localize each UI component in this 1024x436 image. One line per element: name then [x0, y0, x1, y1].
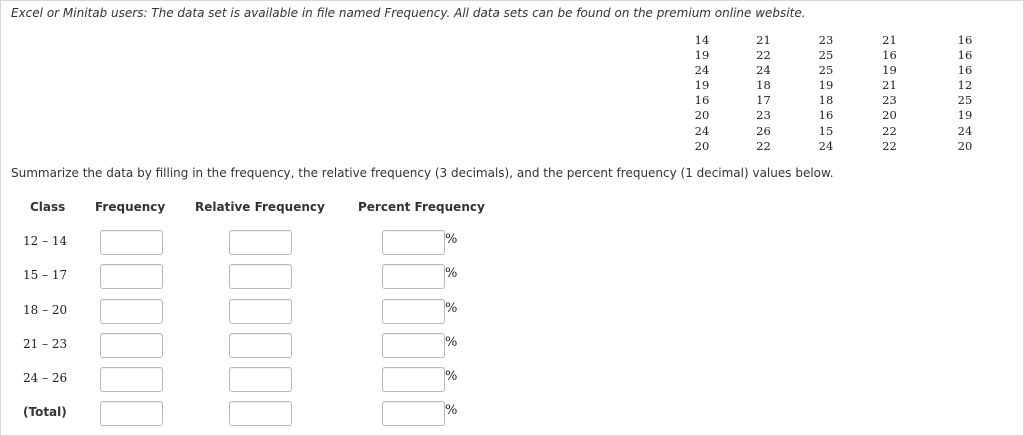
- data-cell: 19: [694, 78, 710, 93]
- data-cell: 12: [957, 78, 973, 93]
- data-cell: 23: [882, 93, 897, 108]
- data-cell: 26: [756, 123, 771, 138]
- data-cell: 21: [882, 78, 897, 93]
- data-row: [671, 78, 1009, 93]
- data-cell: 16: [957, 48, 973, 63]
- class-header: Class: [30, 200, 66, 214]
- data-set-table: [671, 33, 1009, 154]
- data-cell: 20: [694, 138, 710, 153]
- relative-frequency-input[interactable]: [229, 333, 292, 358]
- data-cell: 20: [694, 108, 710, 123]
- data-cell: 23: [818, 33, 834, 47]
- data-cell: 19: [957, 108, 973, 123]
- instructions-text: Summarize the data by filling in the frequency, the relative frequency (3 decimals), and the percent frequency (1 decimal) values below.: [11, 166, 834, 180]
- percent-frequency-input[interactable]: [382, 333, 445, 358]
- percent-frequency-input[interactable]: [382, 230, 445, 255]
- data-cell: 19: [882, 63, 897, 78]
- frequency-header: Frequency: [95, 200, 166, 214]
- data-row: [671, 63, 1009, 78]
- data-row: [671, 108, 1009, 123]
- data-cell: 21: [882, 33, 897, 47]
- data-cell: 25: [818, 63, 834, 78]
- total-label: (Total): [23, 405, 67, 419]
- data-cell: 25: [818, 48, 834, 63]
- data-row: [671, 33, 1009, 48]
- data-cell: 19: [694, 48, 710, 63]
- data-cell: 16: [694, 93, 710, 108]
- relative-frequency-header: Relative Frequency: [195, 200, 325, 214]
- data-row: [671, 48, 1009, 63]
- relative-frequency-input[interactable]: [229, 230, 292, 255]
- data-cell: 24: [694, 123, 710, 138]
- data-cell: 23: [756, 108, 771, 123]
- data-cell: 24: [818, 138, 834, 153]
- total-percent-frequency-input[interactable]: [382, 401, 445, 426]
- percent-sign: %: [445, 266, 458, 281]
- data-cell: 20: [882, 108, 897, 123]
- data-cell: 17: [756, 93, 771, 108]
- data-cell: 18: [818, 93, 834, 108]
- relative-frequency-input[interactable]: [229, 264, 292, 289]
- percent-sign: %: [445, 369, 458, 384]
- percent-frequency-input[interactable]: [382, 299, 445, 324]
- class-label: 15 – 17: [23, 268, 68, 282]
- data-cell: 22: [756, 48, 771, 63]
- data-cell: 19: [818, 78, 834, 93]
- data-row: [671, 139, 1009, 154]
- class-label: 18 – 20: [23, 303, 68, 317]
- relative-frequency-input[interactable]: [229, 367, 292, 392]
- class-row-21-23: [1, 333, 601, 357]
- total-relative-frequency-input[interactable]: [229, 401, 292, 426]
- percent-frequency-header: Percent Frequency: [358, 200, 485, 214]
- data-cell: 25: [957, 93, 973, 108]
- relative-frequency-input[interactable]: [229, 299, 292, 324]
- data-cell: 24: [756, 63, 771, 78]
- data-cell: 18: [756, 78, 771, 93]
- class-row-total: [1, 401, 601, 425]
- frequency-input[interactable]: [100, 299, 163, 324]
- data-row: [671, 124, 1009, 139]
- class-row-24-26: [1, 367, 601, 391]
- data-cell: 16: [957, 63, 973, 78]
- data-cell: 14: [694, 33, 710, 47]
- data-cell: 22: [756, 138, 771, 153]
- percent-sign: %: [445, 232, 458, 247]
- data-cell: 16: [957, 33, 973, 47]
- data-row: [671, 93, 1009, 108]
- frequency-input[interactable]: [100, 230, 163, 255]
- percent-sign: %: [445, 335, 458, 350]
- class-row-12-14: [1, 230, 601, 254]
- data-cell: 15: [818, 123, 834, 138]
- data-cell: 16: [882, 48, 897, 63]
- class-row-18-20: [1, 299, 601, 323]
- frequency-input[interactable]: [100, 264, 163, 289]
- data-file-note: Excel or Minitab users: The data set is available in file named Frequency. All data sets can be found on the premium online website.: [11, 6, 806, 20]
- data-cell: 22: [882, 123, 897, 138]
- percent-sign: %: [445, 403, 458, 418]
- class-row-15-17: [1, 264, 601, 288]
- data-cell: 20: [957, 138, 973, 153]
- data-cell: 16: [818, 108, 834, 123]
- class-label: 24 – 26: [23, 371, 68, 385]
- percent-frequency-input[interactable]: [382, 367, 445, 392]
- data-cell: 24: [957, 123, 973, 138]
- percent-frequency-input[interactable]: [382, 264, 445, 289]
- frequency-input[interactable]: [100, 333, 163, 358]
- class-label: 21 – 23: [23, 337, 68, 351]
- class-label: 12 – 14: [23, 234, 68, 248]
- data-cell: 21: [756, 33, 771, 47]
- frequency-input[interactable]: [100, 367, 163, 392]
- percent-sign: %: [445, 301, 458, 316]
- total-frequency-input[interactable]: [100, 401, 163, 426]
- data-cell: 24: [694, 63, 710, 78]
- data-cell: 22: [882, 138, 897, 153]
